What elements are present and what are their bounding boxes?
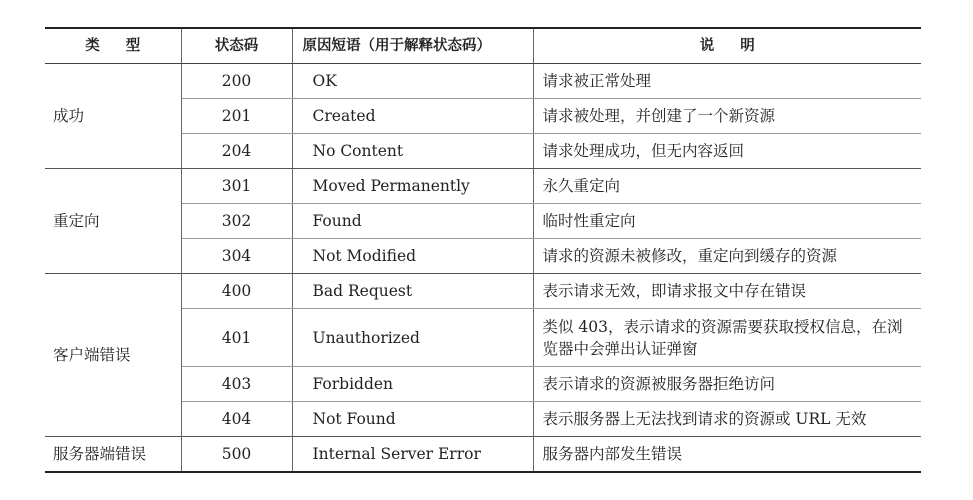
description-cell: 临时性重定向 [533, 204, 921, 239]
description-cell: 服务器内部发生错误 [533, 437, 921, 473]
table-row [45, 169, 921, 204]
description-cell: 表示请求的资源被服务器拒绝访问 [533, 367, 921, 402]
reason-cell: Created [292, 99, 533, 134]
header-code: 状态码 [181, 28, 292, 64]
reason-cell: OK [292, 64, 533, 99]
reason-cell: Not Found [292, 402, 533, 437]
code-cell: 403 [181, 367, 292, 402]
code-cell: 200 [181, 64, 292, 99]
code-cell: 302 [181, 204, 292, 239]
code-cell: 500 [181, 437, 292, 473]
code-cell: 301 [181, 169, 292, 204]
reason-cell: Not Modified [292, 239, 533, 274]
reason-cell: Bad Request [292, 274, 533, 309]
table-row [45, 64, 921, 99]
reason-cell: Found [292, 204, 533, 239]
description-cell: 请求被正常处理 [533, 64, 921, 99]
reason-cell: Moved Permanently [292, 169, 533, 204]
header-reason: 原因短语（用于解释状态码） [292, 28, 533, 64]
reason-cell: Forbidden [292, 367, 533, 402]
code-cell: 201 [181, 99, 292, 134]
code-cell: 400 [181, 274, 292, 309]
description-cell: 表示请求无效，即请求报文中存在错误 [533, 274, 921, 309]
code-cell: 404 [181, 402, 292, 437]
http-status-table [45, 27, 921, 473]
header-row [45, 28, 921, 64]
description-cell: 表示服务器上无法找到请求的资源或 URL 无效 [533, 402, 921, 437]
table-row [45, 437, 921, 473]
reason-cell: No Content [292, 134, 533, 169]
table-body [45, 64, 921, 473]
type-cell-success: 成功 [45, 64, 181, 169]
description-cell: 永久重定向 [533, 169, 921, 204]
type-cell-server-error: 服务器端错误 [45, 437, 181, 473]
header-description: 说明 [533, 28, 921, 64]
reason-cell: Internal Server Error [292, 437, 533, 473]
description-cell: 请求被处理，并创建了一个新资源 [533, 99, 921, 134]
description-cell: 类似 403，表示请求的资源需要获取授权信息，在浏览器中会弹出认证弹窗 [533, 309, 921, 367]
description-cell: 请求的资源未被修改，重定向到缓存的资源 [533, 239, 921, 274]
code-cell: 204 [181, 134, 292, 169]
header-type: 类型 [45, 28, 181, 64]
table-header [45, 28, 921, 64]
code-cell: 401 [181, 309, 292, 367]
type-cell-redirect: 重定向 [45, 169, 181, 274]
code-cell: 304 [181, 239, 292, 274]
reason-cell: Unauthorized [292, 309, 533, 367]
description-cell: 请求处理成功，但无内容返回 [533, 134, 921, 169]
type-cell-client-error: 客户端错误 [45, 274, 181, 437]
table-row [45, 274, 921, 309]
